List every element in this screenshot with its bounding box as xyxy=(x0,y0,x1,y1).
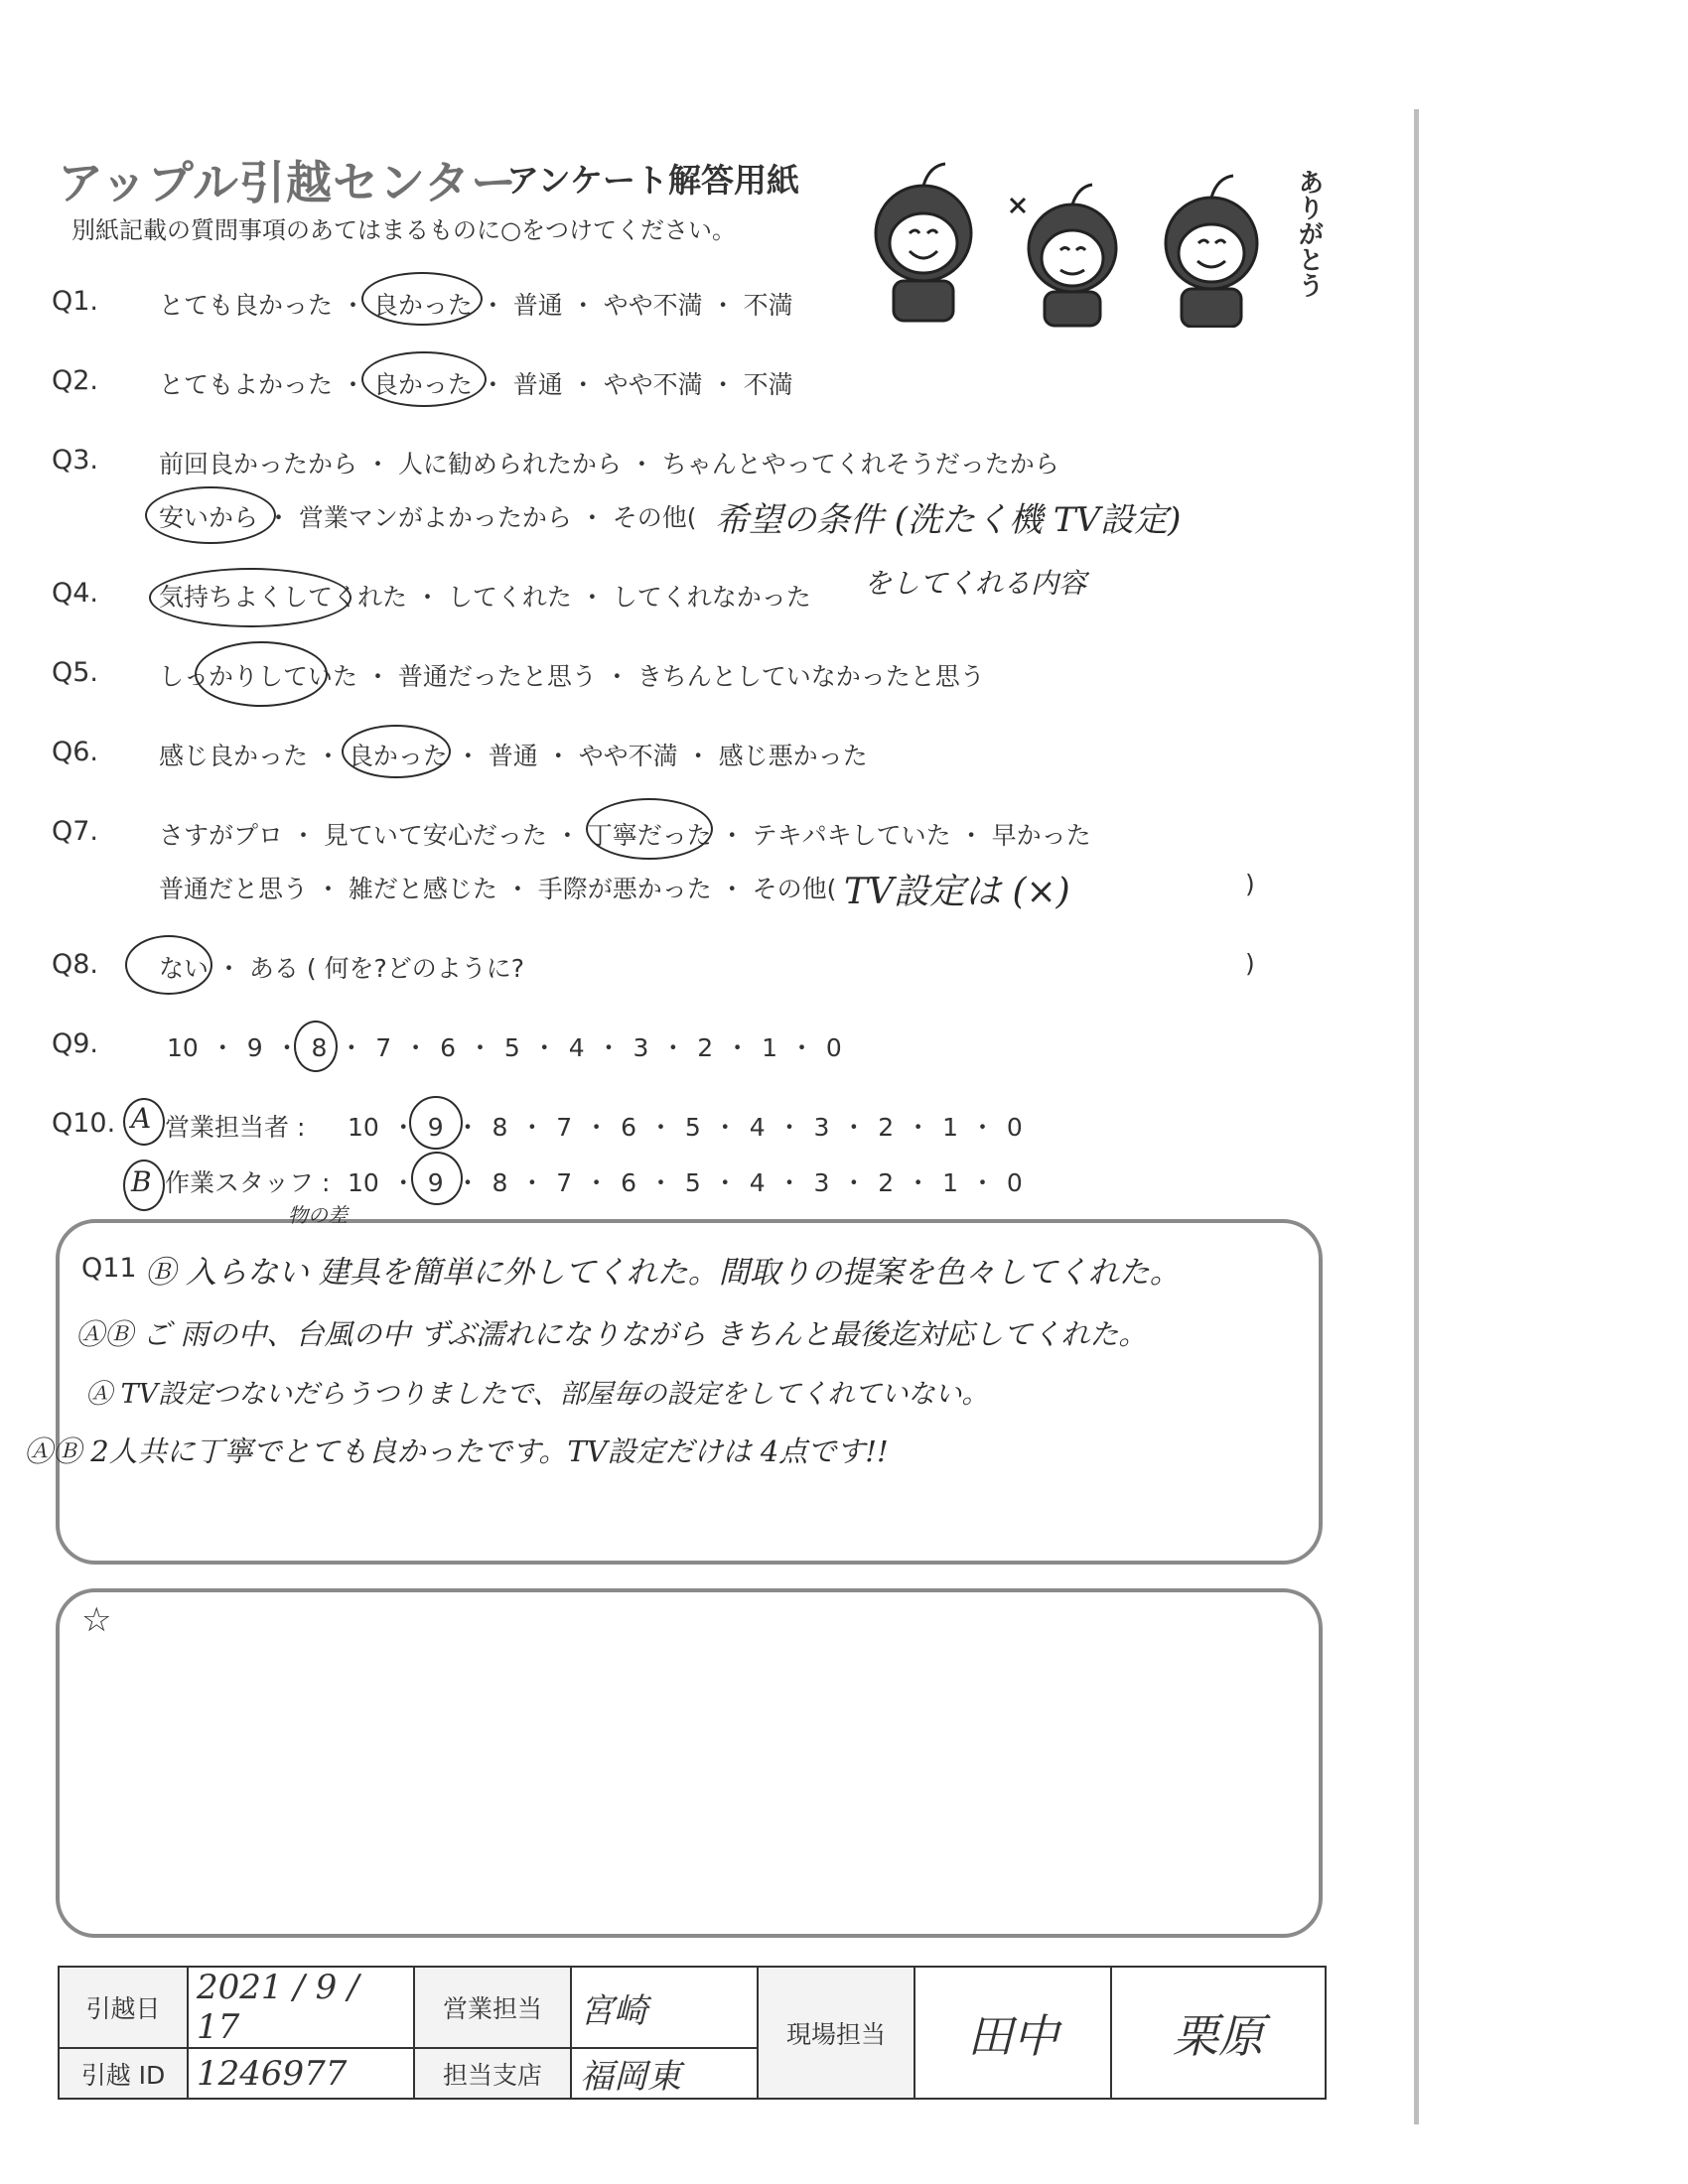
q9-label: Q9. xyxy=(52,1028,99,1059)
star-comment-box xyxy=(56,1588,1323,1938)
q7-options-line2: 普通だと思う ・ 雑だと感じた ・ 手際が悪かった ・ その他( xyxy=(159,875,837,903)
sales-label: 営業担当 xyxy=(414,1967,571,2048)
q6-answer-circle xyxy=(342,725,451,778)
q3-options-line2: 安いから ・ 営業マンがよかったから ・ その他( xyxy=(159,503,697,532)
field-staff-label: 現場担当 xyxy=(758,1967,914,2099)
q7-close-paren: ) xyxy=(1245,870,1255,898)
q3-answer-circle xyxy=(145,486,276,544)
q9-answer-circle xyxy=(294,1021,338,1072)
q1-options: とても良かった ・ 良かった ・ 普通 ・ やや不満 ・ 不満 xyxy=(159,291,793,320)
move-date-value: 2021 / 9 / 17 xyxy=(188,1967,414,2048)
q10-b-answer-circle xyxy=(411,1152,463,1205)
q3-label: Q3. xyxy=(52,445,99,476)
q6-label: Q6. xyxy=(52,737,99,767)
q5-answer-circle xyxy=(195,641,328,707)
branch-label: 担当支店 xyxy=(414,2048,571,2099)
q4-options: 気持ちよくしてくれた ・ してくれた ・ してくれなかった xyxy=(159,583,811,612)
q8-label: Q8. xyxy=(52,949,99,980)
q3-options-line1: 前回良かったから ・ 人に勧められたから ・ ちゃんとやってくれそうだったから xyxy=(159,450,1059,478)
branch-value: 福岡東 xyxy=(571,2048,758,2099)
q11-comment-line1: Ⓑ 入らない 建具を簡単に外してくれた。間取りの提案を色々してくれた。 xyxy=(145,1255,1181,1291)
form-subtitle: アンケート解答用紙 xyxy=(506,161,800,200)
q10-a-answer-circle xyxy=(409,1096,463,1150)
q5-options: しっかりしていた ・ 普通だったと思う ・ きちんとしていなかったと思う xyxy=(159,662,985,691)
sales-value: 宮崎 xyxy=(571,1967,758,2048)
q9-scale: 10 ・ 9 ・ 8 ・ 7 ・ 6 ・ 5 ・ 4 ・ 3 ・ 2 ・ 1 ・ 0 xyxy=(167,1033,842,1062)
q7-answer-circle xyxy=(586,798,713,860)
q2-answer-circle xyxy=(361,351,487,407)
q8-close-paren: ) xyxy=(1245,949,1255,978)
q10-b-label: 作業スタッフ : xyxy=(165,1168,331,1197)
q10-label: Q10. xyxy=(52,1108,116,1139)
q11-comment-line2: ⒶⒷ ご 雨の中、台風の中 ずぶ濡れになりながら きちんと最後迄対応してくれた。 xyxy=(75,1317,1148,1351)
field-staff-2: 栗原 xyxy=(1111,1967,1326,2099)
q7-label: Q7. xyxy=(52,816,99,847)
q6-options: 感じ良かった ・ 良かった ・ 普通 ・ やや不満 ・ 感じ悪かった xyxy=(159,742,868,770)
q1-answer-circle xyxy=(361,272,483,326)
paper-edge xyxy=(1414,109,1419,2124)
q1-label: Q1. xyxy=(52,286,99,317)
q8-options: ない ・ ある ( 何を?どのように? xyxy=(159,954,525,983)
mascot-illustration xyxy=(864,139,1301,328)
q11-note-above: 物の差 xyxy=(288,1203,348,1227)
q7-handwritten-other: TV設定は (×) xyxy=(844,872,1070,912)
field-staff-1: 田中 xyxy=(914,1967,1111,2099)
q4-label: Q4. xyxy=(52,578,99,609)
q7-options-line1: さすがプロ ・ 見ていて安心だった ・ 丁寧だった ・ テキパキしていた ・ 早かった xyxy=(159,821,1091,850)
q8-answer-circle xyxy=(125,935,212,995)
q10-b-scale: 10 ・ 9 ・ 8 ・ 7 ・ 6 ・ 5 ・ 4 ・ 3 ・ 2 ・ 1 ・ 0 xyxy=(348,1168,1023,1197)
move-id-label: 引越 ID xyxy=(59,2048,188,2099)
q11-comment-line3: Ⓐ TV設定つないだらうつりましたで、部屋毎の設定をしてくれていない。 xyxy=(85,1379,989,1410)
footer-info-table xyxy=(58,1966,1327,2100)
brand-title: アップル引越センター xyxy=(58,156,518,209)
star-icon: ☆ xyxy=(81,1600,112,1640)
q11-comment-line4: ⒶⒷ 2人共に丁寧でとても良かったです。TV設定だけは 4点です!! xyxy=(24,1434,889,1468)
q3-handwritten-other: 希望の条件 (洗たく機 TV設定) xyxy=(715,500,1182,540)
q4-answer-circle xyxy=(149,568,352,627)
move-id-value: 1246977 xyxy=(188,2048,414,2099)
q10-a-label: 営業担当者 : xyxy=(165,1113,306,1142)
q2-options: とてもよかった ・ 良かった ・ 普通 ・ やや不満 ・ 不満 xyxy=(159,370,793,399)
q2-label: Q2. xyxy=(52,365,99,396)
instruction-text: 別紙記載の質問事項のあてはまるものに○をつけてください。 xyxy=(71,216,736,244)
thanks-vertical-text: ありがとう xyxy=(1294,169,1324,298)
q5-label: Q5. xyxy=(52,657,99,688)
q10-b-mark: B xyxy=(131,1165,152,1198)
q3-handwritten-other-cont: をしてくれる内容 xyxy=(864,567,1087,600)
move-date-label: 引越日 xyxy=(59,1967,188,2048)
q10-a-mark: A xyxy=(131,1102,152,1135)
q11-label: Q11 xyxy=(81,1253,137,1284)
q10-a-scale: 10 ・ 9 ・ 8 ・ 7 ・ 6 ・ 5 ・ 4 ・ 3 ・ 2 ・ 1 ・ 0 xyxy=(348,1113,1023,1142)
